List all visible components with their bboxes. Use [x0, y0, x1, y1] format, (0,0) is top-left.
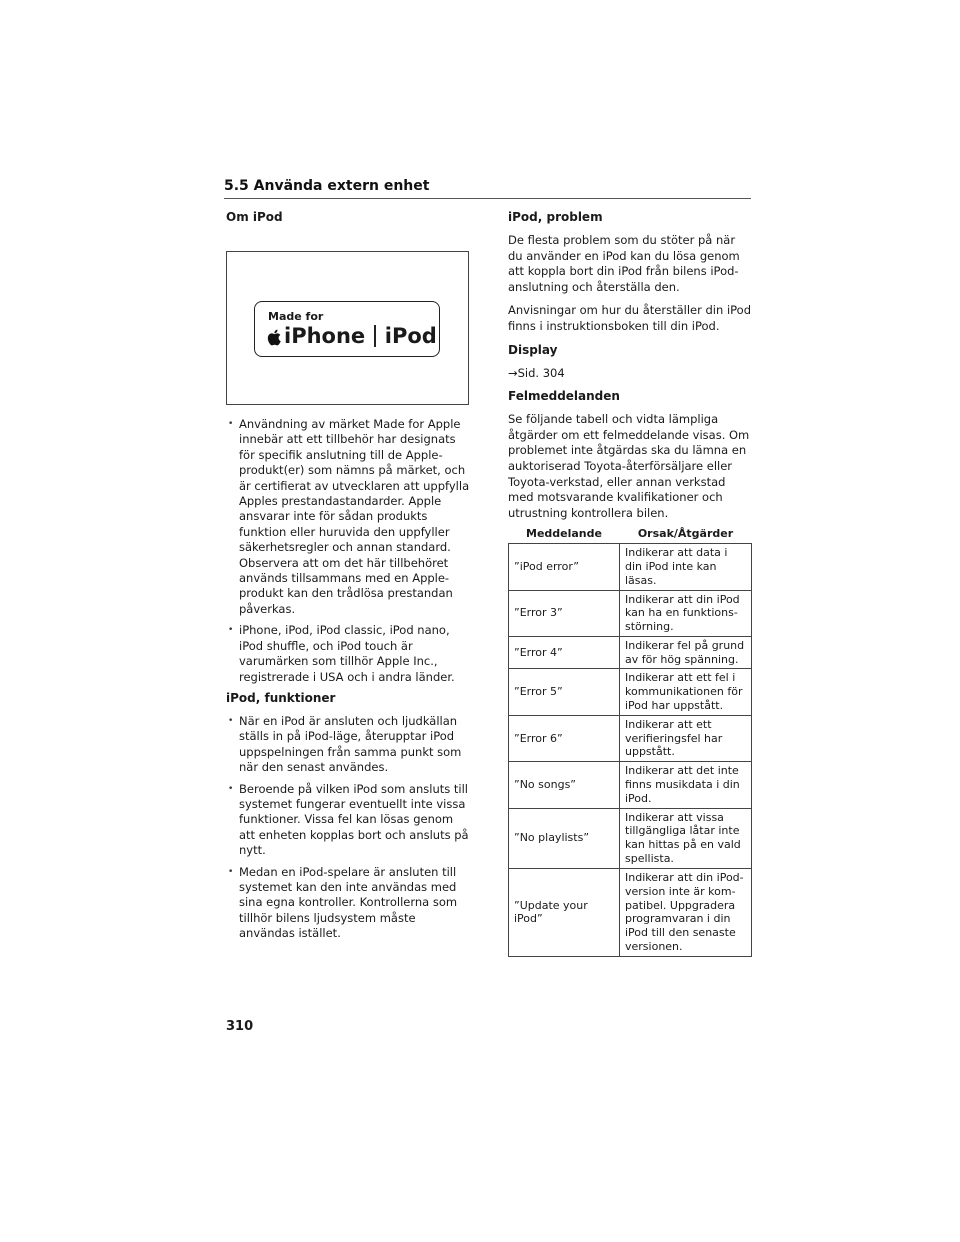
- badge-made-for-label: Made for: [268, 310, 324, 323]
- functions-bullet-list: [226, 714, 472, 942]
- badge-ipod-label: iPod: [384, 324, 437, 348]
- about-ipod-heading: Om iPod: [226, 210, 283, 224]
- list-item: • Beroende på vilken iPod som ansluts till systemet fungerar eventuellt inte vissa funktioner. Vissa fel kan lösas genom att enheten kopplas bort och ansluts på nytt.: [226, 782, 472, 859]
- list-item: • Medan en iPod-spelare är ansluten till systemet kan den inte användas med sina egna kontroller. Kontrollerna som tillhör bilens ljudsystem måste användas istället.: [226, 865, 472, 942]
- message-cell: ”Error 4”: [509, 636, 620, 669]
- right-column: [508, 210, 752, 957]
- cause-cell: Indikerar att data i din iPod inte kan läsas.: [620, 544, 752, 590]
- cause-cell: Indikerar fel på grund av för hög spänning.: [620, 636, 752, 669]
- made-for-apple-logo-box: [226, 251, 469, 405]
- cause-cell: Indikerar att ett verifieringsfel har uppstått.: [620, 715, 752, 761]
- about-bullet-list: [226, 417, 472, 685]
- problems-paragraph-2: Anvisningar om hur du återställer din iPod finns i instruktionsboken till din iPod.: [508, 303, 751, 333]
- display-heading: Display: [508, 342, 558, 357]
- left-column: [226, 210, 472, 948]
- cause-cell: Indikerar att din iPod kan ha en funktions-störning.: [620, 590, 752, 636]
- list-item: • När en iPod är ansluten och ljudkällan ställs in på iPod-läge, återupptar iPod uppspelningen från samma punkt som när den senast användes.: [226, 714, 472, 776]
- table-row: [509, 762, 752, 808]
- message-cell: ”Error 5”: [509, 669, 620, 715]
- display-page-reference: →Sid. 304: [508, 365, 565, 380]
- error-messages-intro: Se följande tabell och vidta lämpliga åtgärder om ett felmeddelande visas. Om problemet inte åtgärdas ska du lämna en auktoriserad Toyota-återförsäljare eller Toyota-verkstad, eller annan verkstad med motsvarande kvalifikationer och utrustning kontrollera bilen.: [508, 412, 750, 520]
- apple-logo-icon: [267, 329, 281, 346]
- badge-divider: [374, 325, 376, 347]
- cause-cell: Indikerar att vissa tillgängliga låtar inte kan hittas på en vald spellista.: [620, 808, 752, 868]
- made-for-iphone-ipod-badge: [254, 301, 440, 357]
- table-row: [509, 636, 752, 669]
- cause-cell: Indikerar att ett fel i kommunikationen för iPod har uppstått.: [620, 669, 752, 715]
- problems-paragraph-1: De flesta problem som du stöter på när du använder en iPod kan du lösa genom att koppla bort din iPod från bilens iPod-anslutning och återställa den.: [508, 233, 740, 294]
- error-messages-table: [508, 525, 752, 957]
- badge-products: [267, 324, 437, 348]
- ipod-functions-heading: iPod, funktioner: [226, 690, 336, 705]
- message-cell: ”No songs”: [509, 762, 620, 808]
- message-cell: ”Error 6”: [509, 715, 620, 761]
- table-header-row: [509, 525, 752, 543]
- error-messages-heading: Felmeddelanden: [508, 389, 620, 404]
- ipod-problems-heading: iPod, problem: [508, 210, 603, 224]
- table-row: [509, 669, 752, 715]
- column-header-cause: Orsak/Åtgärder: [620, 525, 752, 543]
- message-cell: ”Error 3”: [509, 590, 620, 636]
- list-item: • Användning av märket Made for Apple innebär att ett tillbehör har designats för specifik anslutning till de Apple-produkt(er) som nämns på märket, och är certifierat av utvecklaren att uppfylla Apples prestandastandarder. Apple ansvarar inte för sådan produkts funktion eller huruvida den uppfyller säkerhetsregler och annan standard. Observera att om det här tillbehöret används tillsammans med en Apple-produkt kan den trådlösa prestandan påverkas.: [226, 417, 472, 617]
- table-row: [509, 590, 752, 636]
- table-row: [509, 868, 752, 956]
- section-header: [224, 178, 751, 199]
- message-cell: ”No playlists”: [509, 808, 620, 868]
- message-cell: ”iPod error”: [509, 544, 620, 590]
- table-row: [509, 715, 752, 761]
- message-cell: ”Update your iPod”: [509, 868, 620, 956]
- list-item: • iPhone, iPod, iPod classic, iPod nano, iPod shuffle, och iPod touch är varumärken som tillhör Apple Inc., registrerade i USA och i andra länder.: [226, 623, 472, 685]
- page-number: 310: [226, 1019, 254, 1034]
- section-title: 5.5 Använda extern enhet: [224, 178, 430, 194]
- table-row: [509, 544, 752, 590]
- cause-cell: Indikerar att din iPod-version inte är kom-patibel. Uppgradera programvaran i din iPod till den senaste versionen.: [620, 868, 752, 956]
- badge-iphone-label: iPhone: [284, 324, 366, 348]
- cause-cell: Indikerar att det inte finns musikdata i din iPod.: [620, 762, 752, 808]
- column-header-message: Meddelande: [509, 525, 620, 543]
- table-row: [509, 808, 752, 868]
